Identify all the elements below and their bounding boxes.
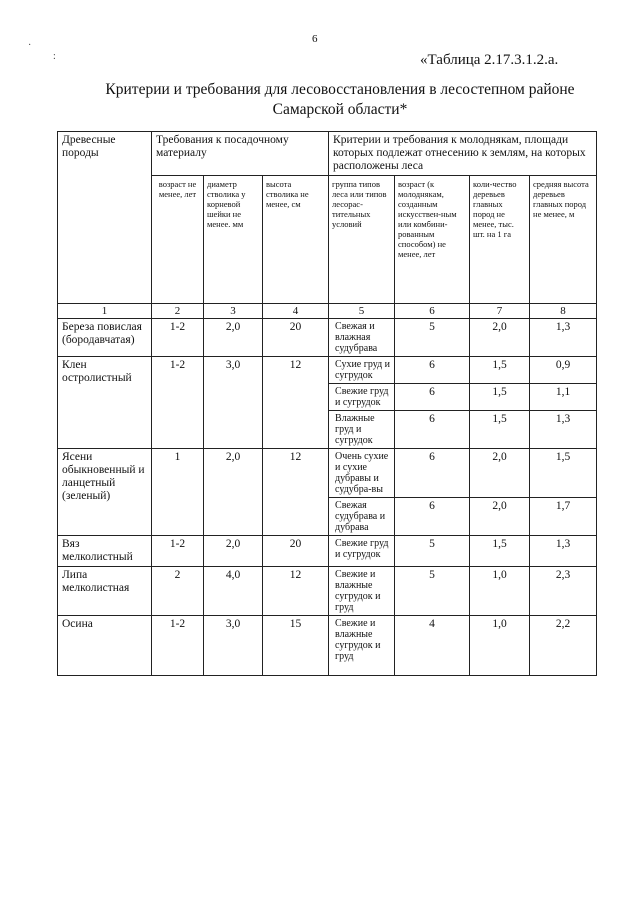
young-age-cell: 5	[395, 536, 470, 567]
col-num: 4	[263, 304, 329, 319]
tree-count-cell: 1,5	[470, 357, 530, 384]
title-line-1: Критерии и требования для лесовосстановления в лесостепном районе	[105, 81, 575, 98]
tree-count-cell: 1,5	[470, 384, 530, 411]
diameter-cell: 3,0	[204, 357, 263, 449]
page-number: 6	[312, 33, 318, 45]
planting-age-cell: 1-2	[152, 616, 204, 676]
young-age-cell: 6	[395, 498, 470, 536]
species-cell: Осина	[58, 616, 152, 676]
diameter-cell: 4,0	[204, 567, 263, 616]
header-col2: возраст не менее, лет	[152, 176, 204, 304]
height-cell: 15	[263, 616, 329, 676]
forest-type-cell: Влажные груд и сугрудок	[329, 411, 395, 449]
planting-age-cell: 1	[152, 449, 204, 536]
tree-count-cell: 1,0	[470, 616, 530, 676]
column-number-row	[58, 304, 597, 319]
planting-age-cell: 1-2	[152, 357, 204, 449]
header-col4: высота стволика не менее, см	[263, 176, 329, 304]
forest-type-cell: Сухие груд и сугрудок	[329, 357, 395, 384]
col-num: 6	[395, 304, 470, 319]
young-age-cell: 6	[395, 449, 470, 498]
header-species: Древесные породы	[58, 132, 152, 304]
header-col7: коли-чество деревьев главных пород не менее, тыс. шт. на 1 га	[470, 176, 530, 304]
table-row	[58, 357, 597, 384]
forest-type-cell: Свежие груд и сугрудок	[329, 536, 395, 567]
table-row	[58, 319, 597, 357]
table-reference: «Таблица 2.17.3.1.2.а.	[420, 52, 559, 68]
young-age-cell: 6	[395, 357, 470, 384]
diameter-cell: 2,0	[204, 536, 263, 567]
species-cell: Липа мелколистная	[58, 567, 152, 616]
forest-type-cell: Свежие и влажные сугрудок и груд	[329, 567, 395, 616]
young-age-cell: 5	[395, 319, 470, 357]
header-col6: возраст (к молоднякам, созданным искусствен-ным или комбини-рованным способом) не менее, лет	[395, 176, 470, 304]
species-cell: Клен остролистный	[58, 357, 152, 449]
col-num: 5	[329, 304, 395, 319]
tree-count-cell: 2,0	[470, 319, 530, 357]
mean-height-cell: 1,3	[530, 411, 597, 449]
mean-height-cell: 2,2	[530, 616, 597, 676]
mean-height-cell: 1,3	[530, 319, 597, 357]
forest-type-cell: Свежие и влажные сугрудок и груд	[329, 616, 395, 676]
mean-height-cell: 1,1	[530, 384, 597, 411]
young-age-cell: 4	[395, 616, 470, 676]
height-cell: 12	[263, 449, 329, 536]
col-num: 7	[470, 304, 530, 319]
height-cell: 12	[263, 357, 329, 449]
mean-height-cell: 1,3	[530, 536, 597, 567]
young-age-cell: 6	[395, 411, 470, 449]
species-cell: Береза повислая (бородавчатая)	[58, 319, 152, 357]
header-col8: средняя высота деревьев главных пород не менее, м	[530, 176, 597, 304]
tree-count-cell: 1,5	[470, 536, 530, 567]
criteria-table	[57, 131, 597, 676]
forest-type-cell: Свежие груд и сугрудок	[329, 384, 395, 411]
col-num: 3	[204, 304, 263, 319]
mean-height-cell: 1,5	[530, 449, 597, 498]
forest-type-cell: Очень сухие и сухие дубравы и судубра-вы	[329, 449, 395, 498]
young-age-cell: 6	[395, 384, 470, 411]
table-row	[58, 449, 597, 498]
page-title	[90, 80, 590, 120]
margin-marks: · :	[28, 40, 56, 62]
tree-count-cell: 2,0	[470, 498, 530, 536]
forest-type-cell: Свежая и влажная судубрава	[329, 319, 395, 357]
table-row	[58, 567, 597, 616]
mean-height-cell: 2,3	[530, 567, 597, 616]
table-row	[58, 616, 597, 676]
col-num: 1	[58, 304, 152, 319]
height-cell: 20	[263, 319, 329, 357]
diameter-cell: 2,0	[204, 319, 263, 357]
mean-height-cell: 1,7	[530, 498, 597, 536]
header-col5: группа типов леса или типов лесорас-тительных условий	[329, 176, 395, 304]
col-num: 2	[152, 304, 204, 319]
header-young: Критерии и требования к молоднякам, площади которых подлежат отнесению к землям, на которых расположены леса	[329, 132, 597, 176]
planting-age-cell: 1-2	[152, 536, 204, 567]
diameter-cell: 2,0	[204, 449, 263, 536]
height-cell: 20	[263, 536, 329, 567]
header-col3: диаметр стволика у корневой шейки не менее. мм	[204, 176, 263, 304]
mean-height-cell: 0,9	[530, 357, 597, 384]
col-num: 8	[530, 304, 597, 319]
tree-count-cell: 2,0	[470, 449, 530, 498]
title-line-2: Самарской области*	[272, 101, 408, 118]
diameter-cell: 3,0	[204, 616, 263, 676]
table-row	[58, 536, 597, 567]
header-planting: Требования к посадочному материалу	[152, 132, 329, 176]
planting-age-cell: 2	[152, 567, 204, 616]
tree-count-cell: 1,0	[470, 567, 530, 616]
species-cell: Ясени обыкновенный и ланцетный (зеленый)	[58, 449, 152, 536]
forest-type-cell: Свежая судубрава и дубрава	[329, 498, 395, 536]
species-cell: Вяз мелколистный	[58, 536, 152, 567]
planting-age-cell: 1-2	[152, 319, 204, 357]
tree-count-cell: 1,5	[470, 411, 530, 449]
young-age-cell: 5	[395, 567, 470, 616]
height-cell: 12	[263, 567, 329, 616]
